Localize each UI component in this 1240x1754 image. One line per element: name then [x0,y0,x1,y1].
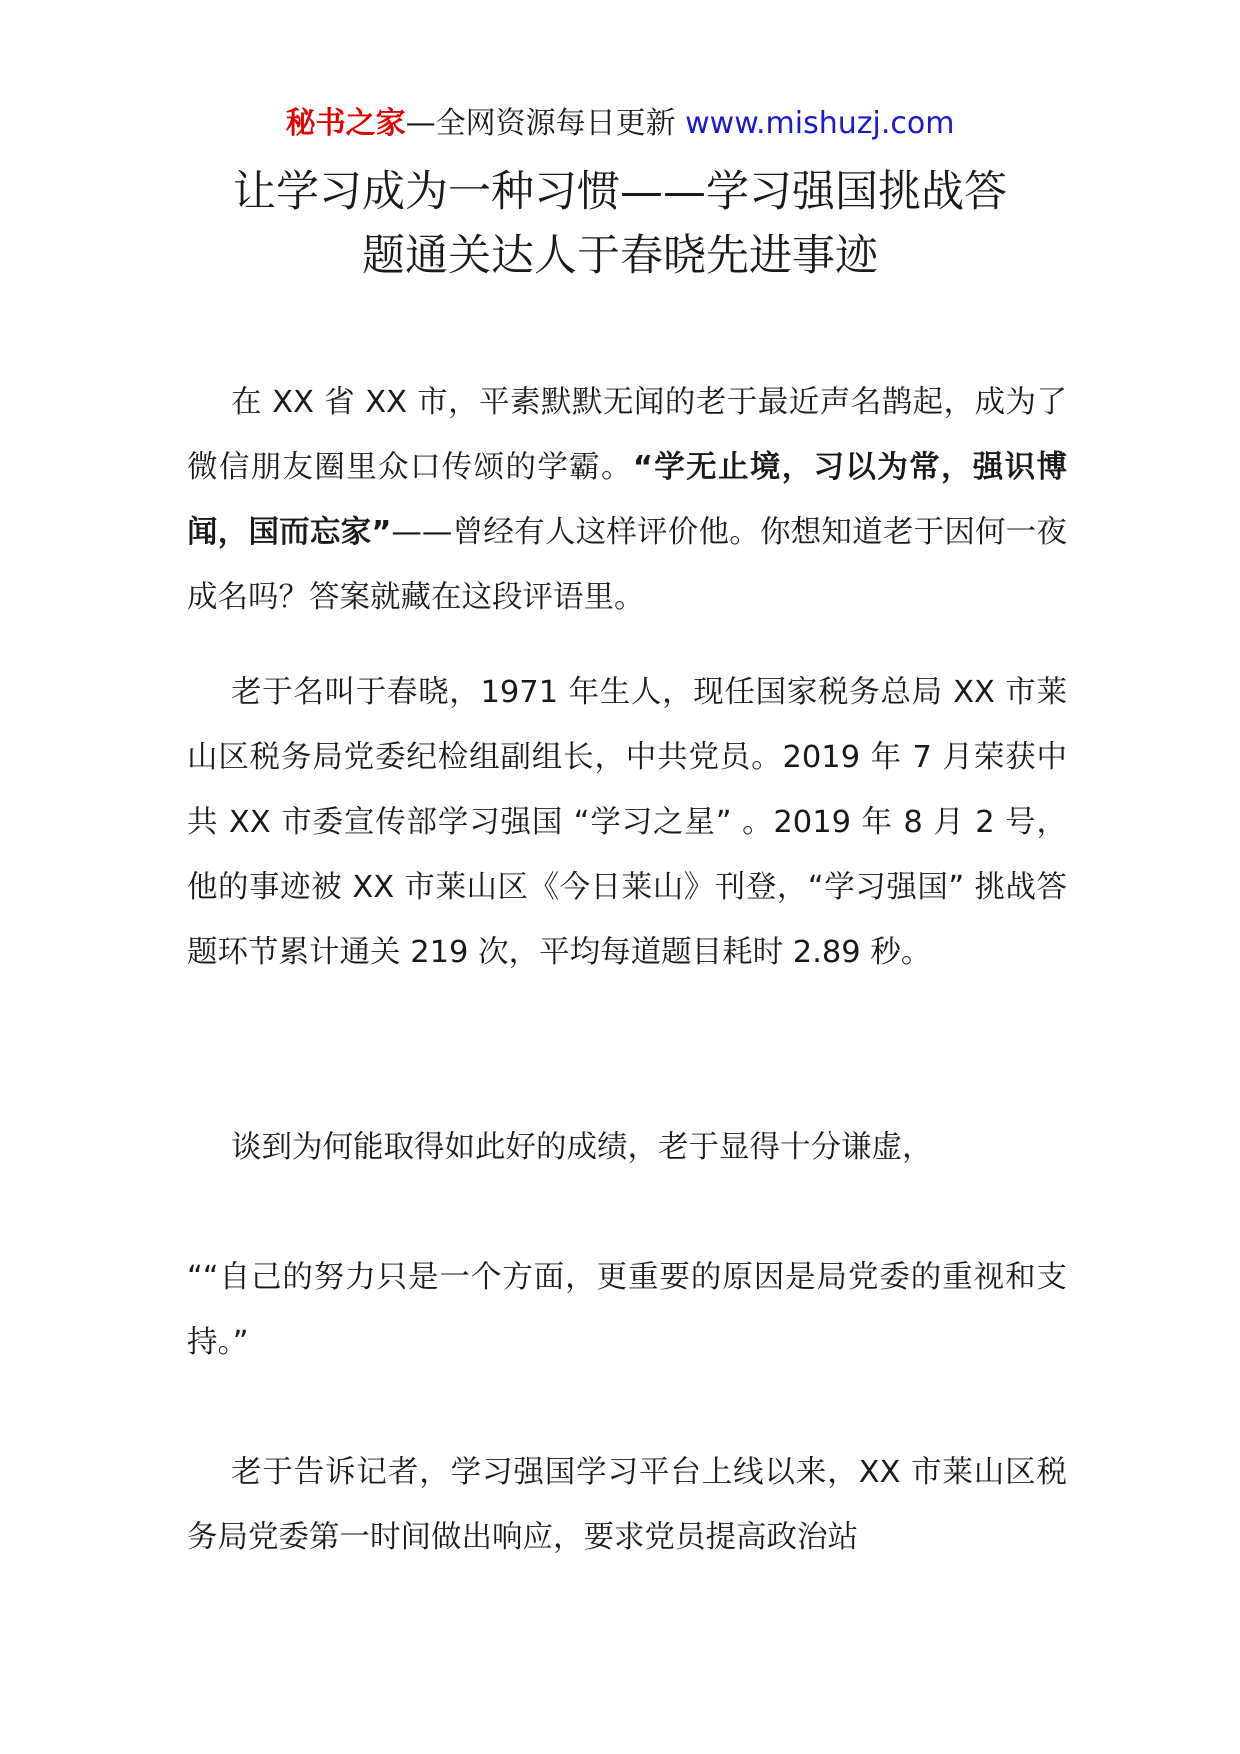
site-url-link[interactable]: www.mishuzj.com [685,106,955,141]
paragraph-1-tail: ——曾经有人这样评价他。你想知道老于因何一夜成名吗？答案就藏在这段评语里。 [187,515,1067,615]
paragraph-1-quote: “学无止境，习以为常，强识博闻，国而忘家” [187,450,1068,550]
paragraph-1 [187,370,1067,630]
paragraph-2: 老于名叫于春晓，1971 年生人，现任国家税务总局 XX 市莱山区税务局党委纪检组副组长，中共党员。2019 年 7 月荣获中共 XX 市委宣传部学习强国 “学习之星” 。2019 年 8 月 2 号，他的事迹被 XX 市莱山区《今日莱山》刊登，“学习强国” 挑战答题环节累计通关 219 次，平均每道题目耗时 2.89 秒。 [187,675,1067,970]
site-header [0,104,1240,144]
title-line-1: 让学习成为一种习惯——学习强国挑战答 [233,167,1007,217]
paragraph-1-lead: 在 XX 省 XX 市，平素默默无闻的老于最近声名鹊起，成为了微信朋友圈里众口传颂的学霸。 [187,385,1067,485]
title-line-2: 题通关达人于春晓先进事迹 [362,231,878,281]
document-title [150,160,1090,288]
paragraph-4: ““自己的努力只是一个方面，更重要的原因是局党委的重视和支持。” [187,1260,1067,1360]
paragraph-3: 谈到为何能取得如此好的成绩，老于显得十分谦虚， [231,1130,933,1165]
paragraph-5: 老于告诉记者，学习强国学习平台上线以来，XX 市莱山区税务局党委第一时间做出响应，要求党员提高政治站 [187,1455,1067,1555]
brand-name: 秘书之家 [285,106,406,141]
header-slogan: —全网资源每日更新 [405,106,686,141]
